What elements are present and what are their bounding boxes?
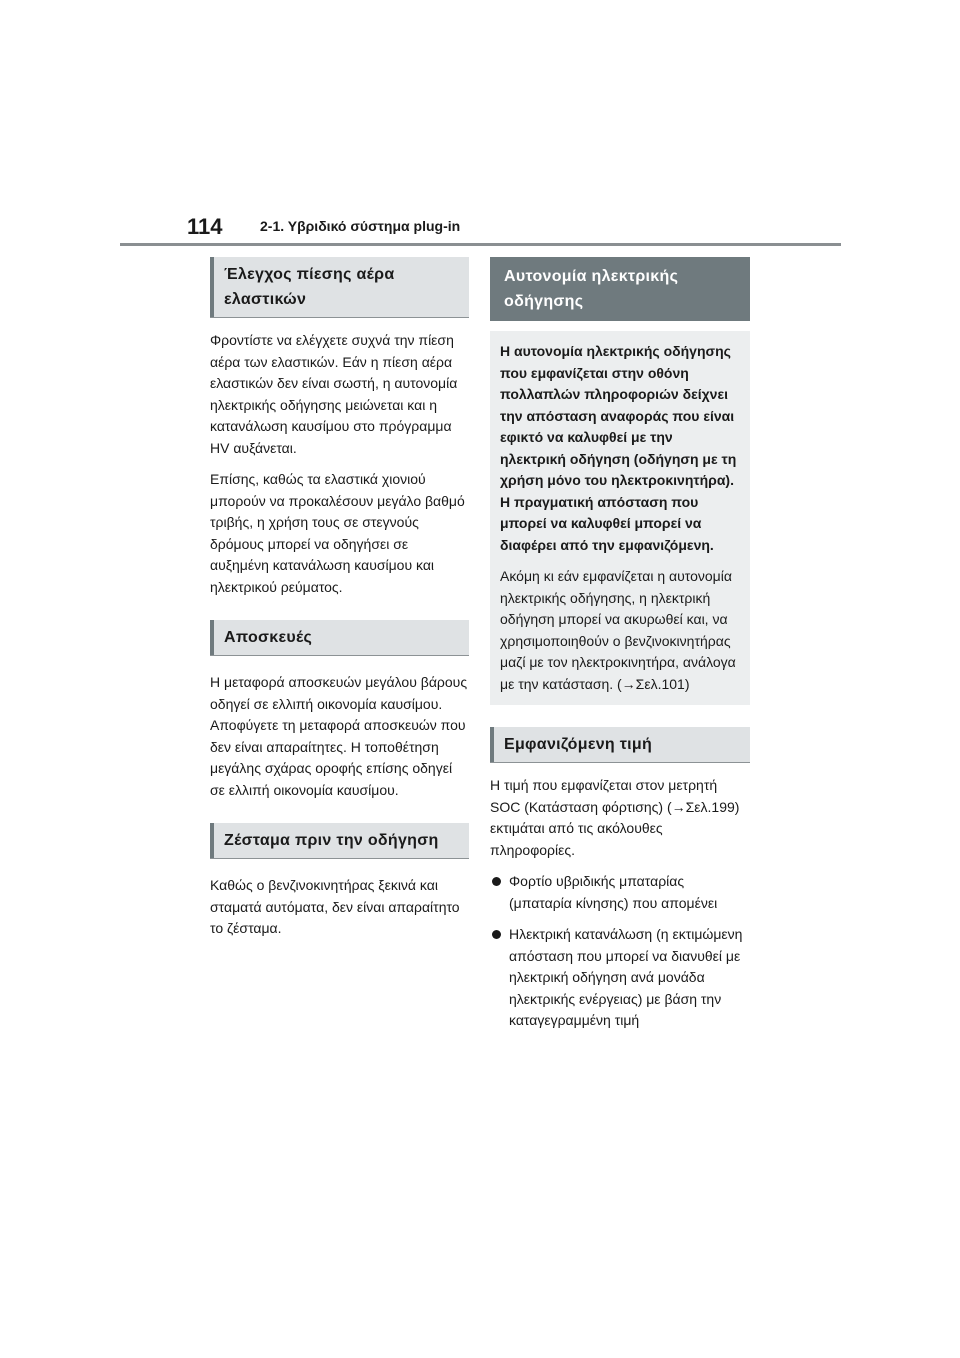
bullet-dot-icon [492,930,501,939]
electric-range-heading: Αυτονομία ηλεκτρικής οδήγησης [490,257,750,321]
electric-range-bold-text: Η αυτονομία ηλεκτρικής οδήγησης που εμφανίζεται στην οθόνη πολλαπλών πληροφοριών δείχνει την απόσταση αναφοράς που είναι εφικτό να καλυφθεί με την ηλεκτρική οδήγηση (οδήγηση με τη χρήση μόνο του ηλεκτροκινητήρα). Η πραγματική απόσταση που μπορεί να καλυφθεί μπορεί να διαφέρει από την εμφανιζόμενη. [500,343,737,553]
page-number: 114 [187,214,223,239]
bullet-text: Ηλεκτρική κατανάλωση (η εκτιμώμενη απόσταση που μπορεί να διανυθεί με ηλεκτρική οδήγηση ανά μονάδα ηλεκτρικής ενέργειας) με βάση την καταγεγραμμένη τιμή [509,926,743,1028]
electric-range-paragraph: Ακόμη κι εάν εμφανίζεται η αυτονομία ηλεκτρικής οδήγησης, η ηλεκτρική οδήγηση μπορεί να ακυρωθεί και, να χρησιμοποιηθούν ο βενζινοκινητήρας μαζί με τον ηλεκτροκινητήρα, ανάλογα με την κατάσταση. (→Σελ.101) [500,568,736,692]
list-item [490,871,750,914]
warmup-paragraph: Καθώς ο βενζινοκινητήρας ξεκινά και σταματά αυτόματα, δεν είναι απαραίτητο το ζέσταμα. [210,877,460,936]
tire-pressure-paragraph-1: Φροντίστε να ελέγχετε συχνά την πίεση αέρα των ελαστικών. Εάν η πίεση αέρα ελαστικών δεν είναι σωστή, η αυτονομία ηλεκτρικής οδήγησης μειώνεται και η κατανάλωση καυσίμου στο πρόγραμμα HV αυξάνεται. [210,332,458,456]
bullet-dot-icon [492,877,501,886]
list-item [490,924,750,1032]
luggage-paragraph: Η μεταφορά αποσκευών μεγάλου βάρους οδηγεί σε ελλιπή οικονομία καυσίμου. Αποφύγετε τη μεταφορά αποσκευών που δεν είναι απαραίτητες. Η τοποθέτηση μεγάλης σχάρας οροφής επίσης οδηγεί σε ελλιπή οικονομία καυσίμου. [210,674,468,798]
tire-pressure-paragraph-2: Επίσης, καθώς τα ελαστικά χιονιού μπορούν να προκαλέσουν μεγάλο βαθμό τριβής, η χρήση τους σε στεγνούς δρόμους μπορεί να οδηγήσει σε αυξημένη κατανάλωση καυσίμου και ηλεκτρικού ρεύματος. [210,471,465,595]
luggage-heading: Αποσκευές [210,620,469,656]
left-column [210,257,469,940]
right-column [490,257,750,1042]
header-rule [120,243,841,246]
tire-pressure-heading: Έλεγχος πίεσης αέρα ελαστικών [210,257,469,318]
warmup-heading: Ζέσταμα πριν την οδήγηση [210,823,469,859]
displayed-value-paragraph: Η τιμή που εμφανίζεται στον μετρητή SOC (Κατάσταση φόρτισης) (→Σελ.199) εκτιμάται από τις ακόλουθες πληροφορίες. [490,777,740,858]
displayed-value-heading: Εμφανιζόμενη τιμή [490,727,750,763]
displayed-value-bullets [490,871,750,1032]
bullet-text: Φορτίο υβριδικής μπαταρίας (μπαταρία κίνησης) που απομένει [509,873,718,911]
section-title: 2-1. Υβριδικό σύστημα plug-in [260,218,461,234]
electric-range-infobox [490,331,750,705]
